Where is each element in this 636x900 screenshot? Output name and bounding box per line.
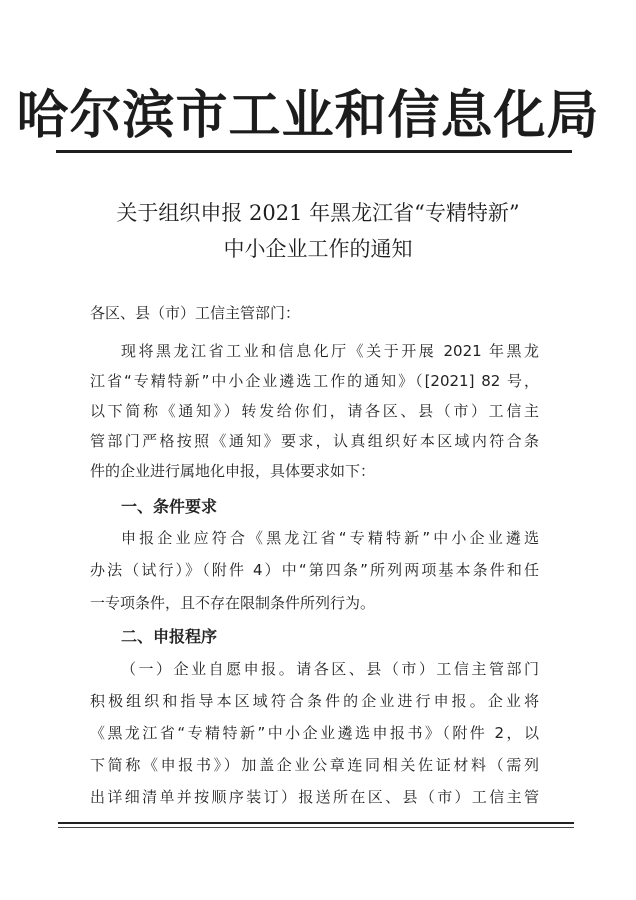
section-heading-conditions: 一、条件要求 — [121, 497, 218, 516]
organization-header: 哈尔滨市工业和信息化局 — [16, 84, 600, 146]
section1-line: 办法（试行）》（附件 4）中“第四条”所列两项基本条件和任 — [90, 561, 539, 579]
body-line: 现将黑龙江省工业和信息化厅《关于开展 2021 年黑龙 — [121, 342, 539, 360]
body-line: 江省“专精特新”中小企业遴选工作的通知》（[2021] 82 号， — [90, 372, 539, 390]
header-divider — [56, 150, 572, 153]
section-heading-procedure: 二、申报程序 — [121, 627, 218, 646]
salutation: 各区、县（市）工信主管部门： — [90, 304, 301, 322]
section2-line: 出详细清单并按顺序装订）报送所在区、县（市）工信主管 — [90, 788, 539, 806]
body-line: 件的企业进行属地化申报，具体要求如下： — [90, 462, 376, 480]
footer-divider-thin — [58, 827, 574, 828]
body-line: 以下简称《通知》）转发给你们，请各区、县（市）工信主 — [90, 402, 539, 420]
notice-title-line-2: 中小企业工作的通知 — [223, 237, 413, 261]
body-line: 管部门严格按照《通知》要求，认真组织好本区域内符合条 — [90, 432, 539, 450]
section2-line: 下简称《申报书》）加盖企业公章连同相关佐证材料（需列 — [90, 756, 539, 774]
section1-line: 一专项条件，且不存在限制条件所列行为。 — [90, 594, 376, 612]
section1-line: 申报企业应符合《黑龙江省“专精特新”中小企业遴选 — [121, 529, 539, 547]
footer-divider — [58, 822, 574, 824]
section2-line: 积极组织和指导本区域符合条件的企业进行申报。企业将 — [90, 692, 539, 710]
section2-line: 《黑龙江省“专精特新”中小企业遴选申报书》（附件 2，以 — [90, 724, 539, 742]
notice-title-line-1: 关于组织申报 2021 年黑龙江省“专精特新” — [116, 201, 520, 225]
section2-line: （一）企业自愿申报。请各区、县（市）工信主管部门 — [121, 660, 539, 678]
